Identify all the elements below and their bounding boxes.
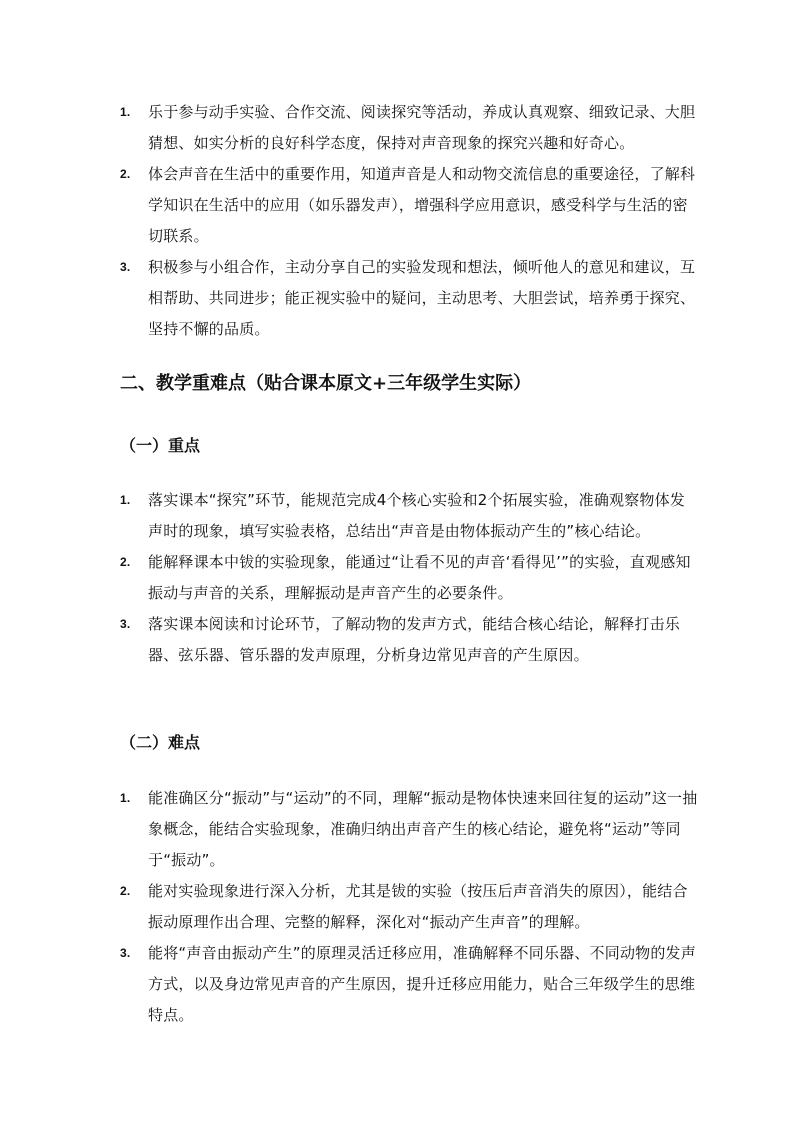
list-item-text: 积极参与小组合作，主动分享自己的实验发现和想法，倾听他人的意见和建议，互相帮助、共同进步；能正视实验中的疑问，主动思考、大胆尝试，培养勇于探究、坚持不懈的品质。 — [148, 258, 696, 338]
list-item-text: 能对实验现象进行深入分析，尤其是钹的实验（按压后声音消失的原因），能结合振动原理作出合理、完整的解释，深化对“振动产生声音”的理解。 — [148, 882, 688, 931]
list-item — [120, 252, 700, 345]
list-item-text: 能准确区分“振动”与“运动”的不同，理解“振动是物体快速来回往复的运动”这一抽象概念，能结合实验现象，准确归纳出声音产生的核心结论，避免将“运动”等同于“振动”。 — [148, 789, 698, 869]
key-points-list — [120, 485, 700, 671]
list-item — [120, 609, 700, 671]
list-item-number: 1. — [120, 105, 131, 119]
list-item-text: 能将“声音由振动产生”的原理灵活迁移应用，准确解释不同乐器、不同动物的发声方式，以及身边常见声音的产生原因，提升迁移应用能力，贴合三年级学生的思维特点。 — [148, 944, 696, 1024]
list-item — [120, 547, 700, 609]
list-item-text: 能解释课本中钹的实验现象，能通过“让看不见的声音‘看得见’”的实验，直观感知振动与声音的关系，理解振动是声音产生的必要条件。 — [148, 553, 691, 602]
list-item-number: 1. — [120, 493, 131, 507]
list-item-text: 乐于参与动手实验、合作交流、阅读探究等活动，养成认真观察、细致记录、大胆猜想、如实分析的良好科学态度，保持对声音现象的探究兴趣和好奇心。 — [148, 103, 696, 152]
list-item — [120, 97, 700, 159]
list-item-number: 3. — [120, 260, 131, 274]
list-item-number: 2. — [120, 555, 131, 569]
section-heading-key-difficult-points: 二、教学重难点（贴合课本原文+三年级学生实际） — [120, 373, 532, 394]
list-item-text: 落实课本阅读和讨论环节，了解动物的发声方式，能结合核心结论，解释打击乐器、弦乐器、管乐器的发声原理，分析身边常见声音的产生原因。 — [148, 615, 681, 664]
list-item-number: 1. — [120, 791, 131, 805]
subheading-key-points: （一）重点 — [120, 436, 201, 455]
list-item — [120, 485, 700, 547]
list-item-number: 3. — [120, 946, 131, 960]
list-item — [120, 938, 700, 1031]
list-item-number: 3. — [120, 617, 131, 631]
list-item-text: 落实课本“探究”环节，能规范完成4个核心实验和2个拓展实验，准确观察物体发声时的现象，填写实验表格，总结出“声音是由物体振动产生的”核心结论。 — [148, 491, 686, 540]
list-item-number: 2. — [120, 884, 131, 898]
subheading-difficult-points: （二）难点 — [120, 733, 201, 752]
list-item-number: 2. — [120, 167, 131, 181]
difficult-points-list — [120, 783, 700, 1031]
list-item — [120, 783, 700, 876]
list-item — [120, 876, 700, 938]
list-item — [120, 159, 700, 252]
list-item-text: 体会声音在生活中的重要作用，知道声音是人和动物交流信息的重要途径，了解科学知识在生活中的应用（如乐器发声），增强科学应用意识，感受科学与生活的密切联系。 — [148, 165, 696, 245]
attitude-goals-list — [120, 97, 700, 345]
